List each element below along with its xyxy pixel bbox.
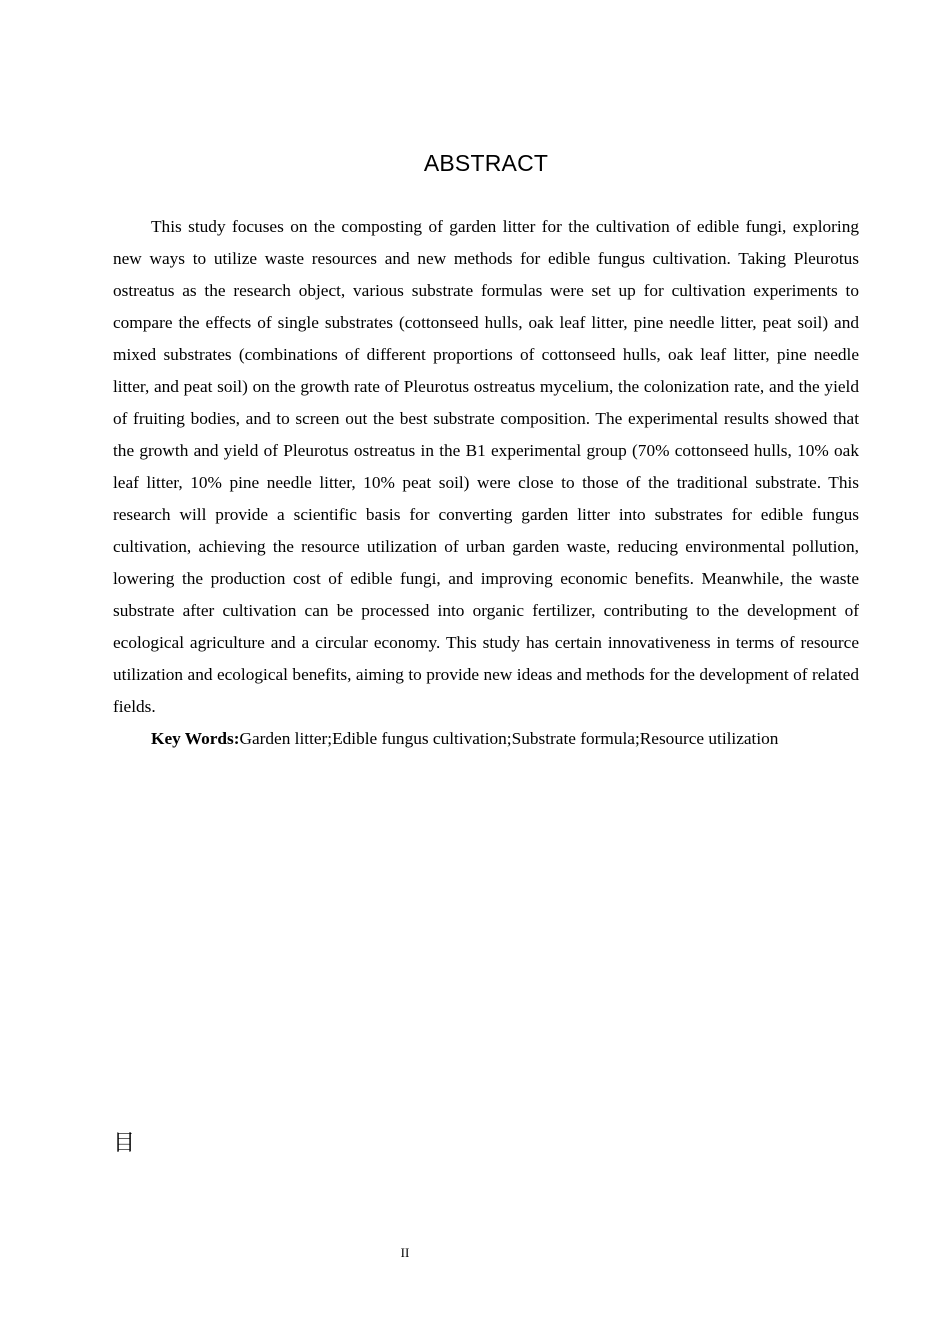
abstract-paragraph: This study focuses on the composting of garden litter for the cultivation of edible fungi, exploring new ways to utilize waste resources and new methods for edible fungus cultivation. Taking Pleurotus ostreatus as the research object, various substrate formulas were set up for cultivation experiments to compare the effects of single substrates (cottonseed hulls, oak leaf litter, pine needle litter, peat soil) and mixed substrates (combinations of different proportions of cottonseed hulls, oak leaf litter, pine needle litter, and peat soil) on the growth rate of Pleurotus ostreatus mycelium, the colonization rate, and the yield of fruiting bodies, and to screen out the best substrate composition. The experimental results showed that the growth and yield of Pleurotus ostreatus in the B1 experimental group (70% cottonseed hulls, 10% oak leaf litter, 10% pine needle litter, 10% peat soil) were close to those of the traditional substrate. This research will provide a scientific basis for converting garden litter into substrates for edible fungus cultivation, achieving the resource utilization of urban garden waste, reducing environmental pollution, lowering the production cost of edible fungi, and improving economic benefits. Meanwhile, the waste substrate after cultivation can be processed into organic fertilizer, contributing to the development of ecological agriculture and a circular economy. This study has certain innovativeness in terms of resource utilization and ecological benefits, aiming to provide new ideas and methods for the development of related fields. xyxy=(113,217,859,716)
keywords-value: Garden litter;Edible fungus cultivation;Substrate formula;Resource utilization xyxy=(239,729,779,748)
keywords-label: Key Words: xyxy=(151,729,240,748)
keywords-line xyxy=(113,723,859,755)
abstract-body xyxy=(113,211,859,755)
page-number: II xyxy=(400,1245,410,1260)
toc-heading-fragment: 目 xyxy=(113,1131,136,1156)
abstract-title: ABSTRACT xyxy=(423,150,549,176)
